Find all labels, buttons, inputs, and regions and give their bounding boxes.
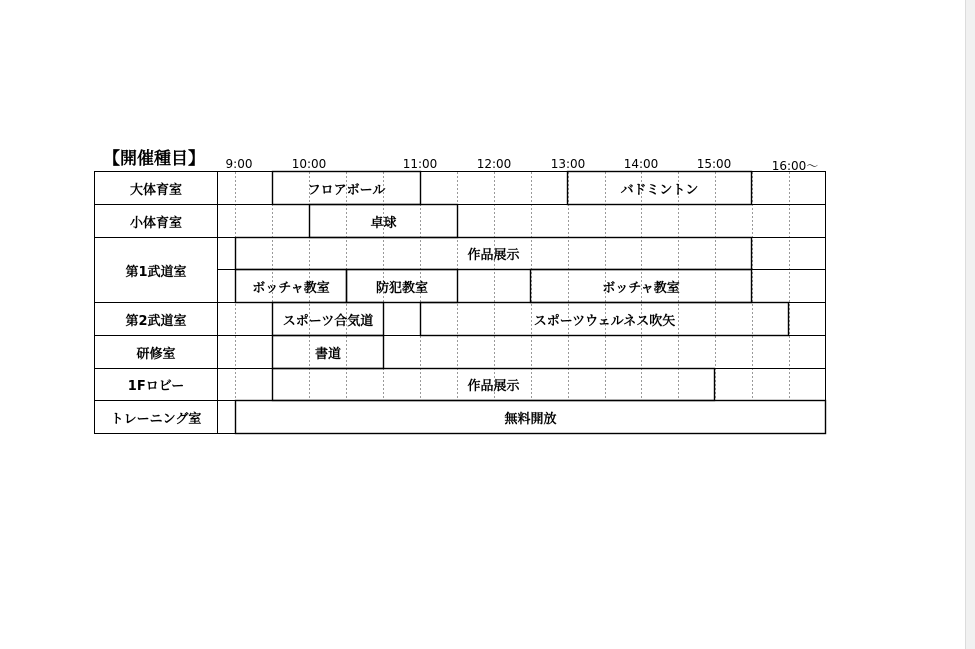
time-label-1400: 14:00 — [623, 157, 659, 171]
event-pingpong: 卓球 — [370, 215, 397, 231]
time-label-1000: 10:00 — [291, 157, 327, 171]
time-label-1100: 11:00 — [402, 157, 438, 171]
time-label-0900: 9:00 — [225, 157, 253, 171]
row-label-dai1budoushitsu: 第1武道室 — [125, 264, 187, 280]
event-shodo: 書道 — [314, 346, 341, 362]
time-label-1600: 16:00～ — [771, 159, 819, 173]
row-label-kenshushitsu: 研修室 — [136, 346, 176, 362]
event-aikido: スポーツ合気道 — [282, 313, 374, 329]
page-title: 【開催種目】 — [103, 149, 205, 169]
event-badminton: バドミントン — [620, 182, 699, 198]
time-label-1300: 13:00 — [550, 157, 586, 171]
event-bouhan: 防犯教室 — [375, 280, 428, 296]
event-boccia-afternoon: ボッチャ教室 — [602, 280, 680, 296]
event-exhibition-budoushitsu: 作品展示 — [467, 248, 520, 263]
row-label-lobby1f: 1Fロビー — [127, 379, 185, 394]
row-label-daitaiikushitsu: 大体育室 — [129, 182, 182, 198]
row-label-shotaiikushitsu: 小体育室 — [129, 215, 182, 231]
time-label-1500: 15:00 — [696, 157, 732, 171]
event-free: 無料開放 — [504, 411, 557, 427]
event-exhibition-lobby: 作品展示 — [467, 379, 520, 394]
event-boccia-morning: ボッチャ教室 — [252, 280, 330, 296]
row-label-training: トレーニング室 — [110, 411, 202, 427]
time-label-1200: 12:00 — [476, 157, 512, 171]
row-label-dai2budoushitsu: 第2武道室 — [125, 313, 187, 329]
event-floorball: フロアボール — [307, 182, 386, 198]
event-fukiya: スポーツウェルネス吹矢 — [533, 313, 676, 329]
